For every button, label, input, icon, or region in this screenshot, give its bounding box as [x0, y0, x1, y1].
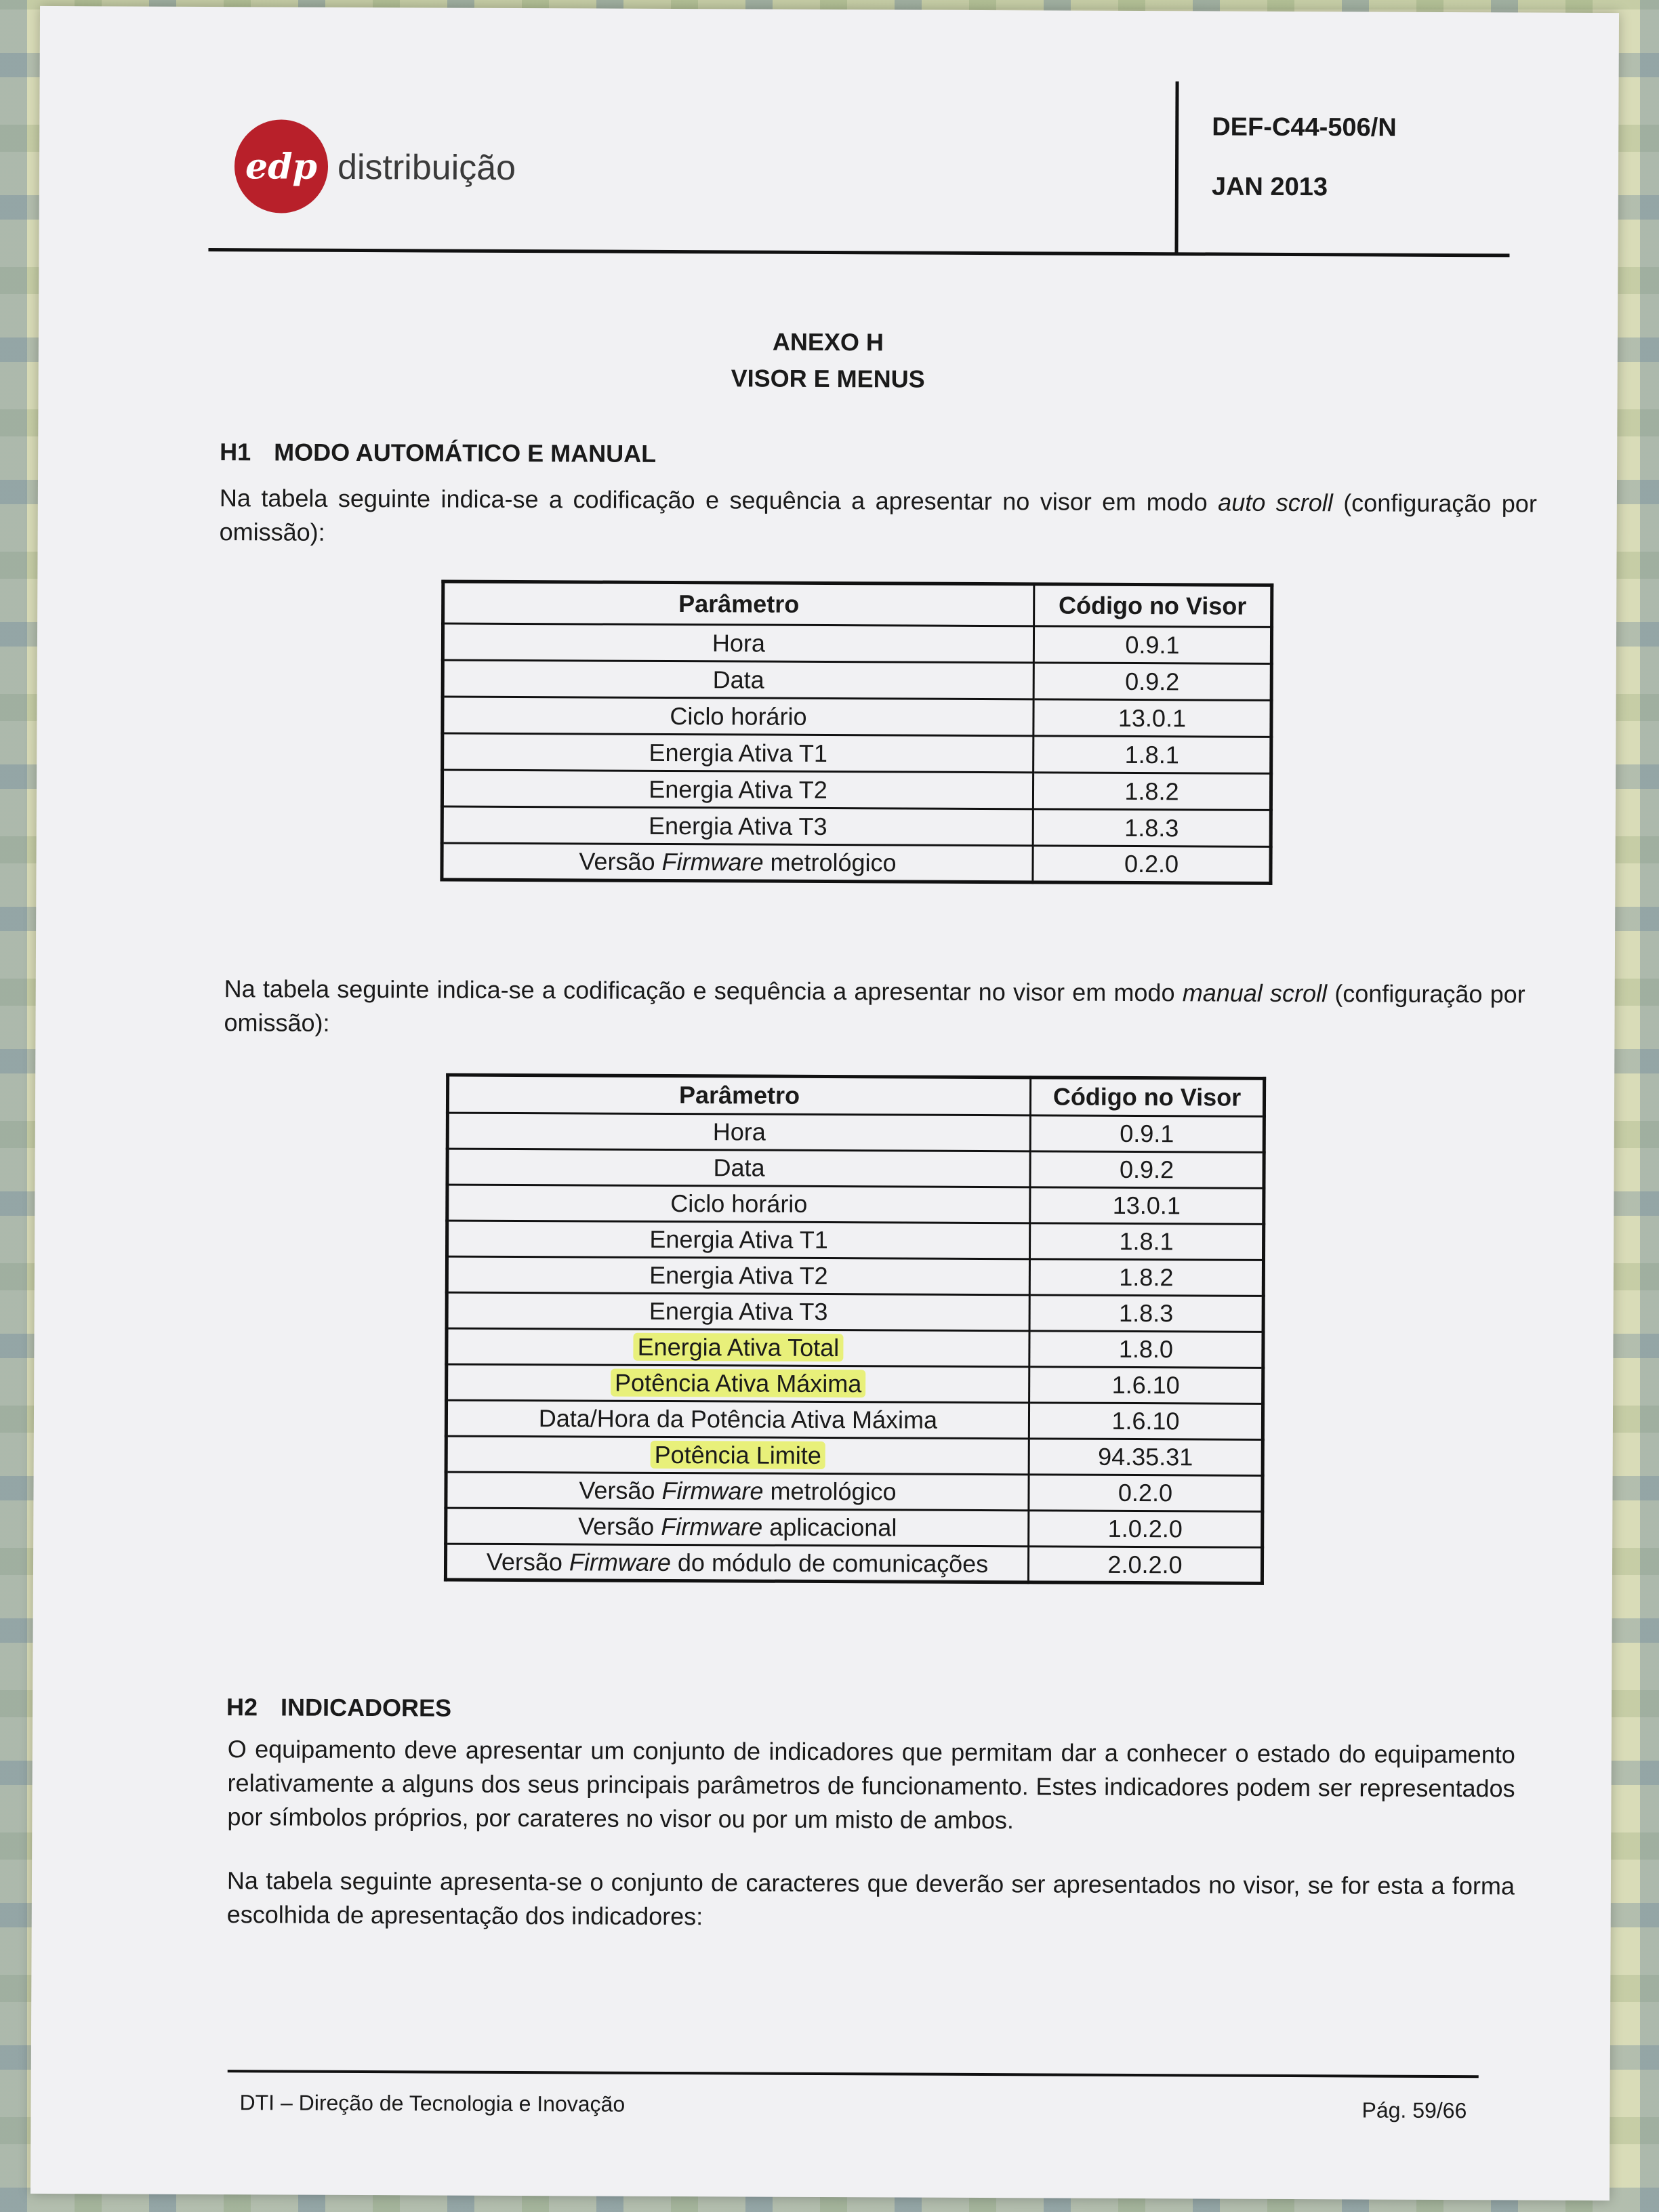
code-cell: 0.9.1: [1030, 1115, 1264, 1153]
paragraph-auto-scroll: [220, 481, 1537, 554]
code-cell: 1.8.2: [1033, 773, 1271, 811]
parameter-cell: [447, 1149, 1030, 1187]
parameter-text: [578, 1512, 897, 1541]
section-title: INDICADORES: [281, 1693, 452, 1722]
code-cell: 94.35.31: [1029, 1439, 1263, 1476]
logo-text: distribuição: [337, 147, 516, 188]
table-row: [447, 1113, 1264, 1152]
table-row: [446, 1472, 1263, 1511]
document-code: DEF-C44-506/N: [1212, 112, 1397, 142]
section-title: MODO AUTOMÁTICO E MANUAL: [274, 438, 657, 468]
parameter-cell: [447, 1364, 1029, 1403]
paragraph-indicators-table-intro: Na tabela seguinte apresenta-se o conjunto de caracteres que deverão ser apresentados no visor, se for esta a forma escolhida de apresentação dos indicadores:: [226, 1866, 1515, 1931]
parameter-text-part: aplicacional: [762, 1513, 897, 1542]
footer-divider: [228, 2070, 1479, 2078]
document-page: [30, 6, 1619, 2200]
parameter-text-part: Data/Hora da Potência Ativa Máxima: [538, 1404, 938, 1434]
parameter-cell: [447, 1256, 1029, 1295]
code-cell: 1.6.10: [1029, 1367, 1263, 1404]
parameter-italic-term: Firmware: [661, 1476, 764, 1505]
code-cell: 1.0.2.0: [1029, 1511, 1263, 1548]
table-row: [447, 1149, 1264, 1188]
code-cell: 0.2.0: [1029, 1475, 1263, 1512]
parameter-text: [579, 1476, 896, 1505]
parameter-cell: [442, 843, 1033, 882]
text: (configuração por omissão):: [219, 489, 1537, 546]
header-divider-vertical: [1174, 81, 1179, 255]
parameter-text-part: Versão: [579, 1476, 662, 1504]
paragraph-indicators: O equipamento deve apresentar um conjunto de indicadores que permitam dar a conhecer o estado do equipamento relativamente a alguns dos seus principais parâmetros de funcionamento. Estes indicadores podem ser representados por símbolos próprios, por carateres no visor ou por um misto de ambos.: [227, 1735, 1515, 1835]
code-cell: 1.8.2: [1029, 1259, 1263, 1296]
parameter-cell: [442, 770, 1033, 809]
edp-logo-icon: [234, 119, 329, 213]
parameter-text: [651, 1441, 825, 1469]
parameter-cell: [446, 1472, 1029, 1511]
table-row: [447, 1221, 1264, 1260]
text: Na tabela seguinte indica-se a codificação e sequência a apresentar no visor em modo: [224, 975, 1183, 1007]
annex-subtitle: VISOR E MENUS: [731, 364, 925, 393]
table-row: [443, 697, 1271, 737]
parameter-cell: [446, 1436, 1029, 1475]
italic-term: manual scroll: [1182, 979, 1328, 1008]
section-h2-heading: [226, 1693, 451, 1722]
section-number: H2: [226, 1693, 258, 1721]
parameter-cell: [446, 1508, 1029, 1547]
parameter-text: [611, 1369, 865, 1398]
parameter-cell: [443, 623, 1033, 663]
parameter-cell: [447, 1185, 1030, 1223]
parameter-text: [649, 738, 827, 766]
parameter-cell: [445, 1544, 1028, 1582]
code-cell: 2.0.2.0: [1028, 1547, 1262, 1584]
code-cell: 1.6.10: [1029, 1403, 1263, 1440]
column-header-code: Código no Visor: [1034, 584, 1272, 628]
parameter-text: [649, 1225, 828, 1254]
parameter-cell: [447, 1113, 1030, 1151]
table-row: [446, 1508, 1263, 1547]
parameter-text-part: Data: [712, 665, 764, 694]
parameter-text: [487, 1547, 989, 1577]
parameter-cell: [443, 733, 1033, 773]
italic-term: auto scroll: [1218, 488, 1333, 517]
parameter-text-part: Versão: [578, 1512, 661, 1540]
parameter-text-part: Hora: [712, 628, 766, 657]
code-cell: 13.0.1: [1033, 699, 1271, 737]
table-manual-scroll: [444, 1073, 1266, 1585]
code-cell: 0.9.2: [1033, 663, 1271, 701]
parameter-text-part: do módulo de comunicações: [670, 1548, 989, 1578]
code-cell: 1.8.1: [1030, 1223, 1264, 1261]
logo-mark: edp: [245, 145, 318, 188]
parameter-text: [670, 701, 806, 730]
parameter-text-part: Energia Ativa T3: [649, 1296, 828, 1326]
parameter-text: [649, 775, 827, 803]
code-cell: 13.0.1: [1030, 1187, 1264, 1225]
parameter-text-part: Ciclo horário: [670, 701, 807, 731]
parameter-italic-term: Firmware: [661, 847, 764, 876]
parameter-cell: [447, 1328, 1029, 1367]
parameter-text-part: Versão: [486, 1547, 570, 1576]
parameter-text: [649, 1261, 828, 1290]
table-row: [447, 1185, 1264, 1224]
table-row: [443, 623, 1271, 663]
parameter-text: [649, 1297, 828, 1326]
parameter-cell: [446, 1400, 1029, 1439]
table-row: [442, 806, 1271, 846]
table-row: [443, 733, 1271, 773]
parameter-cell: [442, 806, 1033, 846]
parameter-text-part: Potência Ativa Máxima: [615, 1368, 862, 1398]
parameter-text-part: Potência Limite: [654, 1440, 821, 1469]
parameter-text-part: Energia Ativa T1: [649, 738, 828, 767]
parameter-cell: [447, 1292, 1029, 1331]
parameter-text-part: Hora: [712, 1118, 766, 1146]
table-row: [446, 1436, 1263, 1475]
code-cell: 1.8.1: [1033, 736, 1271, 774]
parameter-italic-term: Firmware: [569, 1547, 672, 1576]
code-cell: 1.8.3: [1029, 1295, 1263, 1332]
table-auto-scroll: [440, 580, 1273, 885]
parameter-text-part: Energia Ativa T2: [649, 775, 827, 804]
parameter-text-part: Versão: [579, 847, 662, 876]
paragraph-manual-scroll: [224, 972, 1525, 1045]
table-row: [442, 843, 1271, 883]
table-row: [445, 1544, 1262, 1583]
section-number: H1: [220, 438, 251, 466]
annex-title: ANEXO H: [772, 327, 884, 356]
parameter-text-part: metrológico: [763, 848, 897, 877]
parameter-cell: [443, 660, 1033, 699]
table-row: [442, 770, 1271, 810]
parameter-italic-term: Firmware: [661, 1512, 763, 1541]
parameter-text-part: Energia Ativa T2: [649, 1261, 828, 1290]
parameter-text-part: Energia Ativa T3: [648, 811, 827, 840]
table-row: [446, 1400, 1263, 1439]
text: (configuração por omissão):: [224, 979, 1525, 1037]
parameter-text: [539, 1404, 937, 1434]
parameter-cell: [443, 697, 1033, 736]
column-header-parameter: Parâmetro: [443, 581, 1034, 626]
parameter-text: [670, 1189, 807, 1218]
parameter-text: [712, 629, 765, 657]
parameter-text-part: Ciclo horário: [670, 1189, 808, 1218]
column-header-code: Código no Visor: [1030, 1078, 1264, 1117]
section-h1-heading: [220, 438, 656, 468]
footer-department: DTI – Direção de Tecnologia e Inovação: [239, 2090, 626, 2116]
parameter-text: [579, 847, 896, 876]
table-row: [447, 1292, 1263, 1332]
parameter-text-part: Energia Ativa Total: [637, 1332, 840, 1362]
parameter-text: [713, 1153, 764, 1181]
document-date: JAN 2013: [1211, 172, 1328, 202]
table-row: [447, 1328, 1263, 1368]
parameter-text-part: Data: [713, 1153, 765, 1182]
table-row: [443, 660, 1271, 700]
footer-page-number: Pág. 59/66: [1361, 2097, 1467, 2123]
parameter-text: [713, 665, 764, 693]
parameter-text-part: Energia Ativa T1: [649, 1225, 828, 1254]
table-row: [447, 1256, 1263, 1296]
code-cell: 1.8.0: [1029, 1331, 1263, 1368]
header-divider-horizontal: [208, 248, 1509, 257]
parameter-text: [713, 1118, 766, 1145]
code-cell: 0.9.2: [1030, 1151, 1264, 1189]
code-cell: 0.2.0: [1033, 846, 1271, 884]
code-cell: 1.8.3: [1033, 809, 1271, 847]
column-header-parameter: Parâmetro: [447, 1075, 1030, 1115]
parameter-text-part: metrológico: [763, 1477, 897, 1506]
parameter-cell: [447, 1221, 1030, 1259]
parameter-text: [649, 811, 827, 840]
code-cell: 0.9.1: [1033, 626, 1271, 664]
table-row: [447, 1364, 1263, 1404]
text: Na tabela seguinte indica-se a codificação e sequência a apresentar no visor em modo: [219, 484, 1218, 516]
parameter-text: [634, 1333, 844, 1361]
